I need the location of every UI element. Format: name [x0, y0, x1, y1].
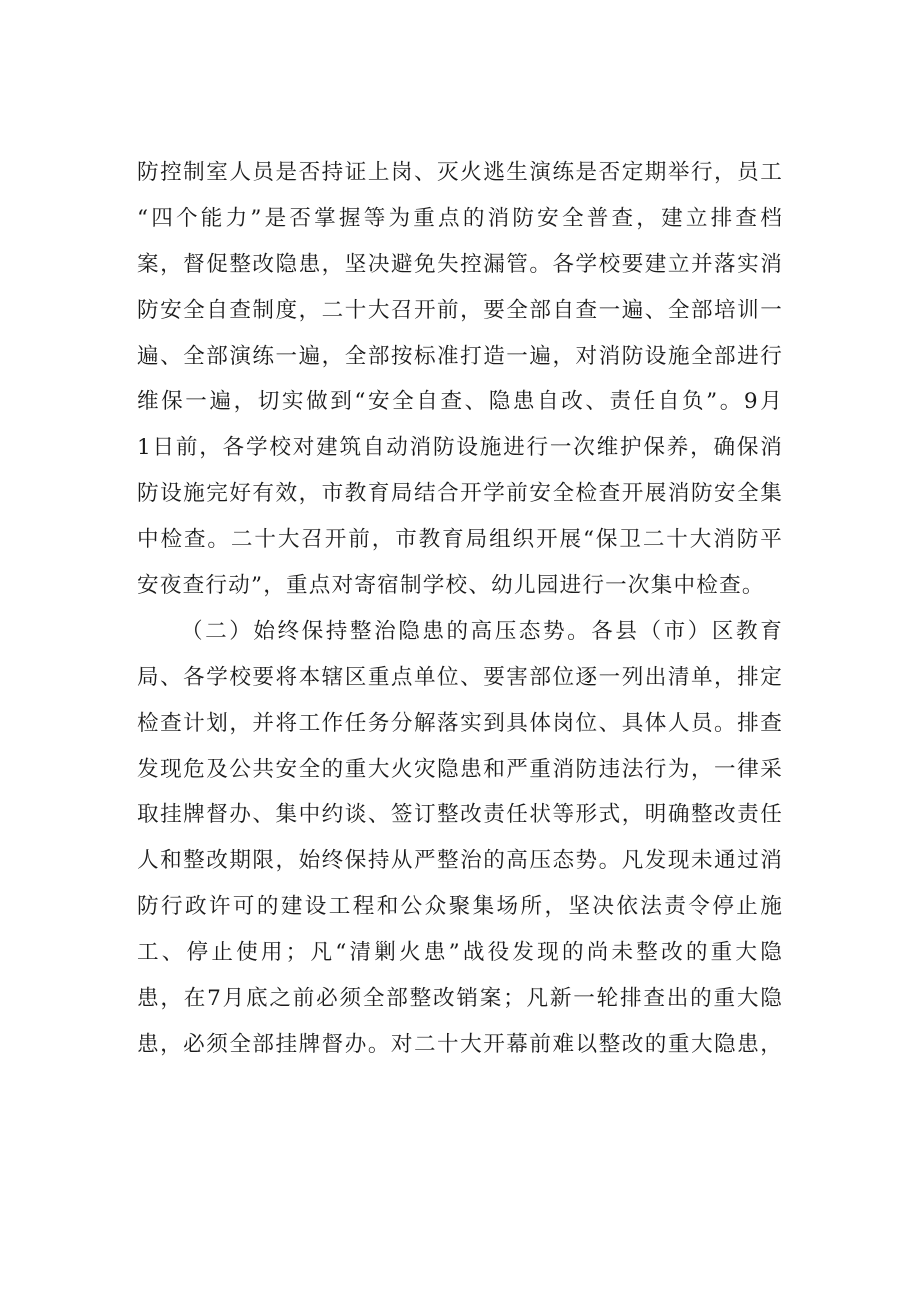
text-line: 防安全自查制度，二十大召开前，要全部自查一遍、全部培训一 — [137, 297, 783, 323]
text-line: 发现危及公共安全的重大火灾隐患和严重消防违法行为，一律采 — [137, 756, 783, 782]
text-line: 人和整改期限，始终保持从严整治的高压态势。凡发现未通过消 — [137, 848, 783, 874]
section-heading-line: （二）始终保持整治隐患的高压态势。各县（市）区教育 — [181, 618, 783, 644]
text-line: 防控制室人员是否持证上岗、灭火逃生演练是否定期举行，员工 — [137, 160, 783, 185]
text-line: 安夜查行动”，重点对寄宿制学校、幼儿园进行一次集中检查。 — [137, 573, 765, 599]
text-line: 取挂牌督办、集中约谈、签订整改责任状等形式，明确整改责任 — [137, 802, 783, 828]
text-line: 检查计划，并将工作任务分解落实到具体岗位、具体人员。排查 — [137, 710, 783, 736]
text-line: 案，督促整改隐患，坚决避免失控漏管。各学校要建立并落实消 — [137, 251, 783, 277]
text-line: 遍、全部演练一遍，全部按标准打造一遍，对消防设施全部进行 — [137, 343, 783, 369]
text-line: 工、停止使用；凡“清剿火患”战役发现的尚未整改的重大隐 — [137, 940, 783, 966]
paragraph-2 — [137, 609, 783, 1068]
paragraph-1 — [137, 150, 783, 609]
text-line: 患，必须全部挂牌督办。对二十大开幕前难以整改的重大隐患， — [137, 1031, 783, 1057]
text-line: 维保一遍，切实做到“安全自查、隐患自改、责任自负”。9月 — [137, 389, 783, 415]
text-line: 患，在7月底之前必须全部整改销案；凡新一轮排查出的重大隐 — [137, 986, 783, 1012]
document-body — [137, 150, 783, 1068]
text-line: 局、各学校要将本辖区重点单位、要害部位逐一列出清单，排定 — [137, 664, 783, 690]
text-line: 1日前，各学校对建筑自动消防设施进行一次维护保养，确保消 — [137, 435, 783, 461]
text-line: 中检查。二十大召开前，市教育局组织开展“保卫二十大消防平 — [137, 527, 783, 553]
text-line: 防行政许可的建设工程和公众聚集场所，坚决依法责令停止施 — [137, 894, 783, 920]
text-line: “四个能力”是否掌握等为重点的消防安全普查，建立排查档 — [137, 205, 783, 231]
text-line: 防设施完好有效，市教育局结合开学前安全检查开展消防安全集 — [137, 481, 783, 507]
